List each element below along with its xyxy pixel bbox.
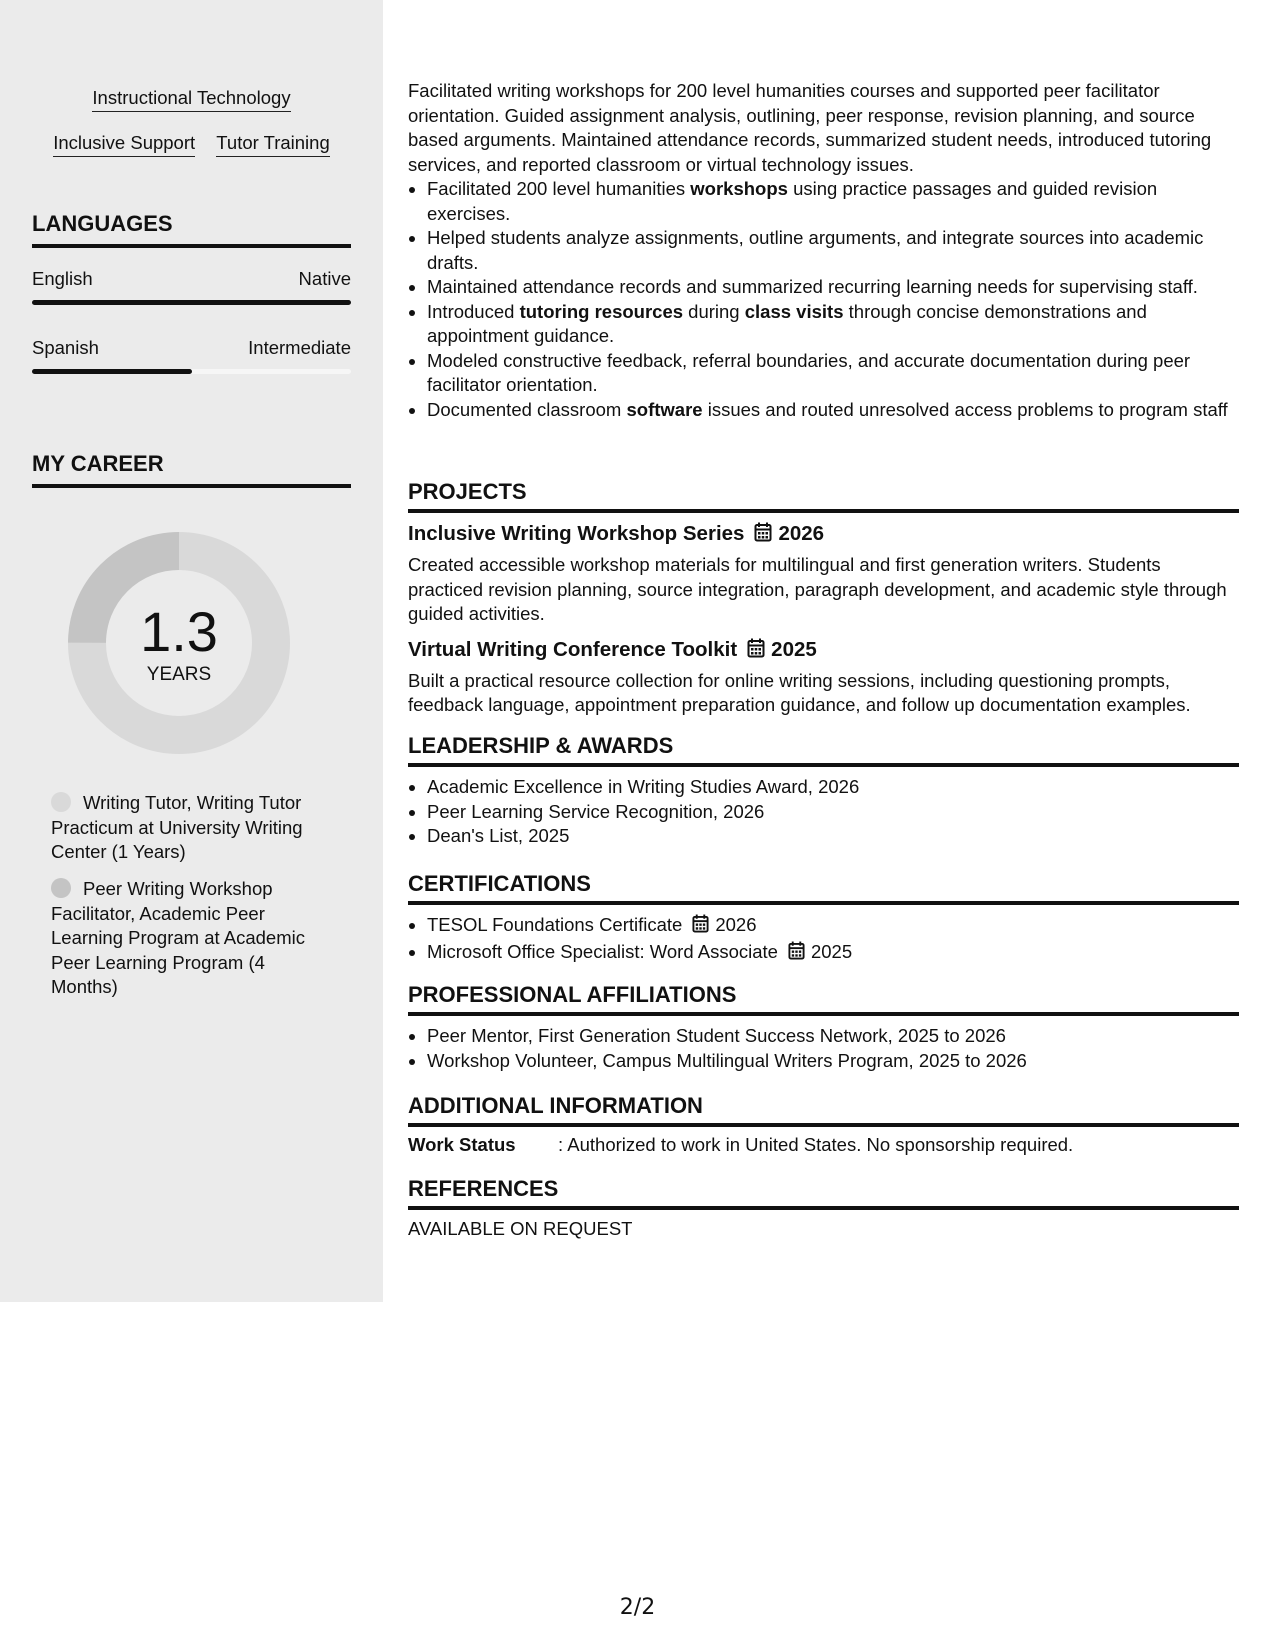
- skill-tag: Tutor Training: [216, 132, 329, 157]
- career-item-text: Writing Tutor, Writing Tutor Practicum at University Writing Center (1 Years): [51, 792, 303, 862]
- section-heading: LEADERSHIP & AWARDS: [408, 733, 1239, 767]
- certifications-list: [408, 913, 1239, 966]
- career-legend-dot: [51, 792, 71, 812]
- skills-row: [0, 87, 383, 112]
- project-description: Built a practical resource collection for online writing sessions, including questioning prompts, feedback language, appointment preparation guidance, and follow up documentation examples.: [408, 669, 1191, 715]
- section-heading: PROFESSIONAL AFFILIATIONS: [408, 982, 1239, 1016]
- career-donut-chart: [66, 530, 292, 756]
- project-year: 2025: [771, 637, 817, 661]
- language-bar-fill: [32, 300, 351, 305]
- project-name: Inclusive Writing Workshop Series: [408, 522, 745, 545]
- references-section: [408, 1176, 1239, 1242]
- language-name: English: [32, 268, 93, 289]
- language-bar: [32, 369, 351, 374]
- affiliations-list: [408, 1024, 1239, 1073]
- language-english: [32, 268, 351, 305]
- affiliations-section: [408, 982, 1239, 1073]
- certificate-name: Microsoft Office Specialist: Word Associate: [427, 940, 778, 962]
- work-status-row: [408, 1133, 1239, 1157]
- experience-bullet: • Introduced tutoring resources during class visits through concise demonstrations and appointment guidance.: [427, 300, 1239, 349]
- additional-info-section: [408, 1093, 1239, 1157]
- experience-block: [408, 79, 1239, 422]
- career-total-value: 1.3: [140, 600, 218, 663]
- career-legend-dot: [51, 878, 71, 898]
- language-name: Spanish: [32, 337, 99, 358]
- section-heading: REFERENCES: [408, 1176, 1239, 1210]
- experience-bullet: • Modeled constructive feedback, referral boundaries, and accurate documentation during peer facilitator orientation.: [427, 349, 1239, 398]
- leadership-section: [408, 733, 1239, 849]
- list-item: • Academic Excellence in Writing Studies Award, 2026: [427, 775, 1239, 800]
- project-title: [408, 521, 1239, 549]
- certifications-section: [408, 871, 1239, 966]
- language-spanish: [32, 337, 351, 374]
- career-heading: MY CAREER: [32, 451, 351, 488]
- section-heading: ADDITIONAL INFORMATION: [408, 1093, 1239, 1127]
- list-item: • Dean's List, 2025: [427, 824, 1239, 849]
- career-item: [51, 791, 331, 865]
- list-item: • Peer Learning Service Recognition, 2026: [427, 800, 1239, 825]
- leadership-list: [408, 775, 1239, 849]
- section-heading: PROJECTS: [408, 479, 1239, 513]
- experience-bullet: • Helped students analyze assignments, outline arguments, and integrate sources into academic drafts.: [427, 226, 1239, 275]
- list-item: [427, 940, 1239, 967]
- certificate-year: 2025: [810, 940, 853, 962]
- experience-bullet: • Facilitated 200 level humanities workshops using practice passages and guided revision exercises.: [427, 177, 1239, 226]
- career-item-text: Peer Writing Workshop Facilitator, Academic Peer Learning Program at Academic Peer Learning Program (4 Months): [51, 878, 305, 997]
- list-item: [427, 913, 1239, 940]
- projects-section: [408, 479, 1239, 718]
- list-item: • Peer Mentor, First Generation Student Success Network, 2025 to 2026: [427, 1024, 1239, 1049]
- skills-row: [0, 132, 383, 157]
- calendar-icon: [692, 914, 709, 940]
- language-bar-fill: [32, 369, 192, 374]
- languages-heading: LANGUAGES: [32, 211, 351, 248]
- project-title: [408, 637, 1239, 665]
- language-level: Native: [298, 268, 351, 289]
- calendar-icon: [788, 941, 805, 967]
- language-bar: [32, 300, 351, 305]
- list-item: • Workshop Volunteer, Campus Multilingual Writers Program, 2025 to 2026: [427, 1049, 1239, 1074]
- calendar-icon: [747, 638, 765, 665]
- work-status-label: Work Status: [408, 1134, 516, 1155]
- certificate-year: 2026: [715, 914, 757, 935]
- experience-bullet: • Maintained attendance records and summarized recurring learning needs for supervising staff.: [427, 275, 1239, 300]
- certificate-name: TESOL Foundations Certificate: [427, 914, 683, 935]
- references-text: AVAILABLE ON REQUEST: [408, 1218, 633, 1239]
- career-total-unit: YEARS: [146, 664, 212, 685]
- project-name: Virtual Writing Conference Toolkit: [408, 637, 738, 661]
- calendar-icon: [754, 522, 772, 549]
- work-status-value: : Authorized to work in United States. No sponsorship required.: [558, 1134, 1074, 1155]
- language-level: Intermediate: [248, 337, 351, 358]
- project-year: 2026: [778, 522, 825, 545]
- skill-tag: Inclusive Support: [53, 132, 195, 157]
- experience-bullets: [408, 177, 1239, 422]
- experience-bullet: • Documented classroom software issues and routed unresolved access problems to program staff: [427, 398, 1239, 423]
- skill-tag: Instructional Technology: [92, 87, 290, 112]
- project-description: Created accessible workshop materials for multilingual and first generation writers. Students practiced revision planning, source integration, paragraph development, and academic style through guided activities.: [408, 554, 1227, 624]
- experience-summary: Facilitated writing workshops for 200 level humanities courses and supported peer facilitator orientation. Guided assignment analysis, outlining, peer response, revision planning, and source based arguments. Maintained attendance records, summarized student needs, introduced tutoring services, and reported classroom or virtual technology issues.: [408, 80, 1212, 175]
- page-number: 2/2: [619, 1595, 656, 1620]
- sidebar: [0, 0, 383, 1302]
- career-item: [51, 877, 331, 1000]
- section-heading: CERTIFICATIONS: [408, 871, 1239, 905]
